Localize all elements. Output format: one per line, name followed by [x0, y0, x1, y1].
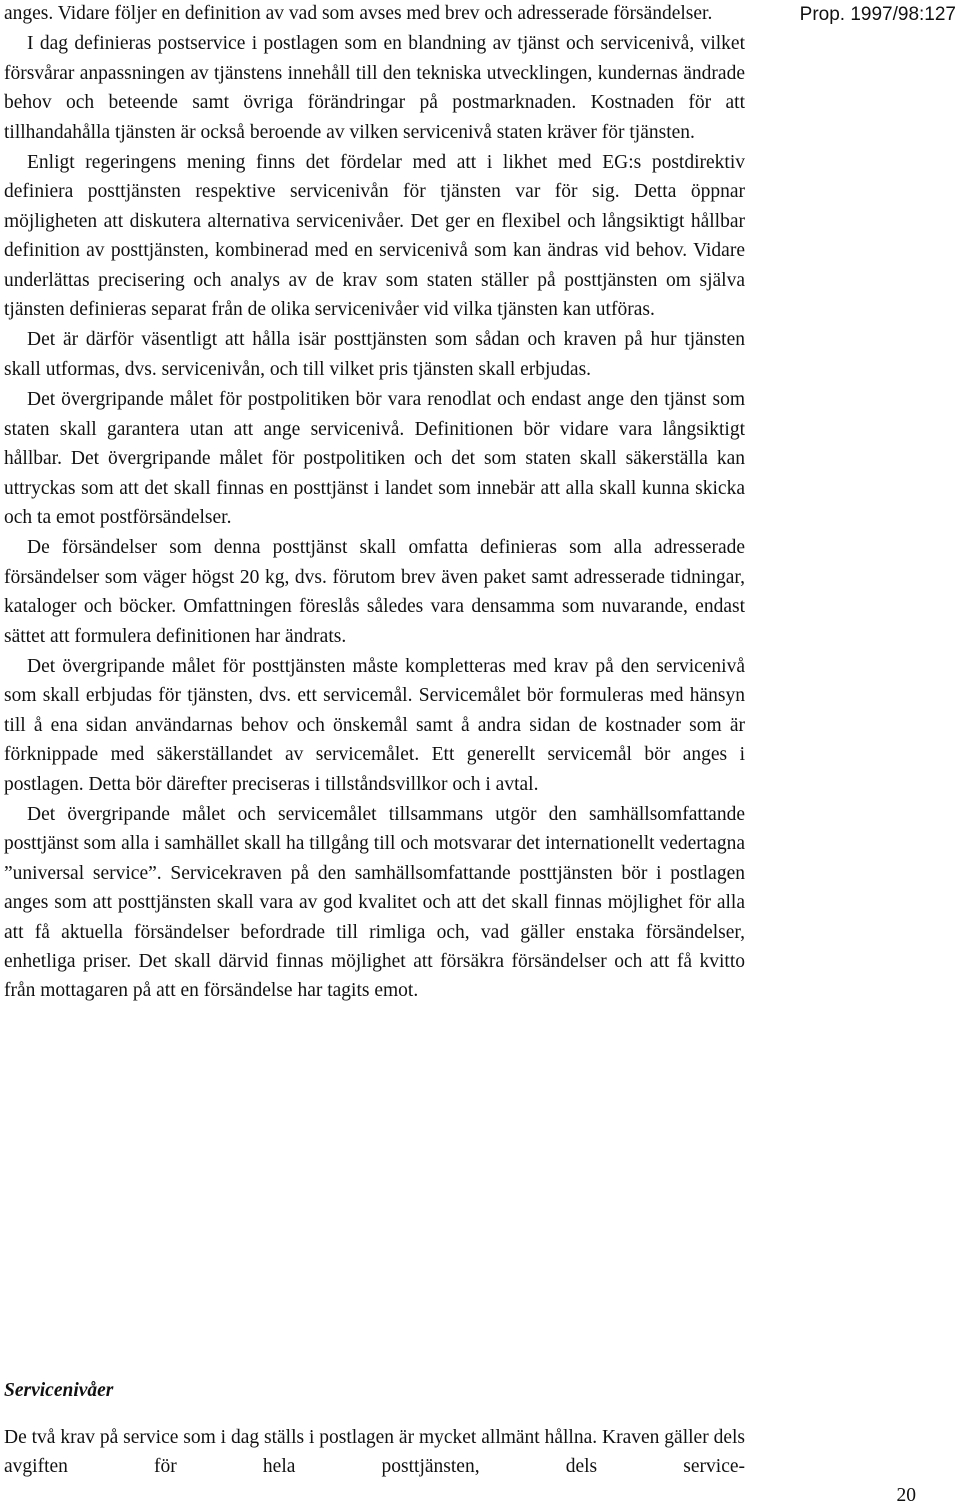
document-reference: Prop. 1997/98:127 [799, 4, 956, 25]
section-heading: Servicenivåer [4, 1380, 114, 1401]
paragraph-5: Det övergripande målet för postpolitiken bör vara renodlat och endast ange den tjänst som staten skall garantera utan att ange servicenivå. Definitionen bör vidare vara långsiktigt hållbar. Det övergripande målet för postpolitiken och det som staten skall säkerställa kan uttryckas som att det skall finnas en posttjänst i landet som innebär att alla skall kunna skicka och ta emot postförsändelser. [4, 389, 745, 528]
paragraph-8: Det övergripande målet och servicemålet tillsammans utgör den samhällsomfattande posttjänst som alla i samhället skall ha tillgång till och motsvarar det internationellt vedertagna ”universal service”. Servicekraven på den samhällsomfattande posttjänsten bör i postlagen anges som att posttjänsten skall vara av god kvalitet och att det skall finnas möjlighet för alla att få aktuella försändelser befordrade till rimliga och, vad gäller enstaka försändelser, enhetliga priser. Det skall därvid finnas möjlighet att försäkra försändelser och att få kvitto från mottagaren på att en försändelse har tagits emot. [4, 803, 745, 1002]
paragraph-6: De försändelser som denna posttjänst skall omfatta definieras som alla adresserade försändelser som väger högst 20 kg, dvs. förutom brev även paket samt adresserade tidningar, kataloger och böcker. Omfattningen föreslås således vara densamma som nuvarande, endast sättet att formulera definitionen har ändrats. [4, 537, 745, 647]
paragraph-2: I dag definieras postservice i postlagen som en blandning av tjänst och servicenivå, vilket försvårar anpassningen av tjänstens innehåll till den tekniska utvecklingen, kundernas ändrade behov och beteende samt övriga förändringar på postmarknaden. Kostnaden för att tillhandahålla tjänsten är också beroende av vilken servicenivå staten kräver för tjänsten. [4, 33, 745, 143]
paragraph-7: Det övergripande målet för posttjänsten måste kompletteras med krav på den servicenivå som skall erbjudas för tjänsten, dvs. ett servicemål. Servicemålet bör formuleras med hänsyn till å ena sidan användarnas behov och önskemål samt å andra sidan de kostnader som är förknippade med säkerställandet av servicemålet. Ett generellt servicemål bör anges i postlagen. Detta bör därefter preciseras i tillståndsvillkor och i avtal. [4, 655, 745, 795]
paragraph-4: Det är därför väsentligt att hålla isär posttjänsten som sådan och kraven på hur tjänsten skall utformas, dvs. servicenivån, och till vilket pris tjänsten skall erbjudas. [4, 329, 745, 380]
body-text [4, 0, 745, 1006]
section-paragraph: De två krav på service som i dag ställs i postlagen är mycket allmänt hållna. Kraven gäller dels avgiften för hela posttjänsten, dels service- [4, 1427, 745, 1478]
page-number: 20 [896, 1485, 916, 1506]
paragraph-1: anges. Vidare följer en definition av vad som avses med brev och adresserade försändelser. [4, 3, 713, 24]
paragraph-3: Enligt regeringens mening finns det fördelar med att i likhet med EG:s postdirektiv definiera posttjänsten respektive servicenivån för tjänsten var för sig. Detta öppnar möjligheten att diskutera alternativa servicenivåer. Det ger en flexibel och långsiktigt hållbar definition av posttjänsten, kombinerad med en servicenivå som kan ändras vid behov. Vidare underlättas precisering och analys av de krav som staten ställer på posttjänsten om själva tjänsten definieras separat från de olika servicenivåer vid vilka tjänsten kan utföras. [4, 152, 745, 321]
